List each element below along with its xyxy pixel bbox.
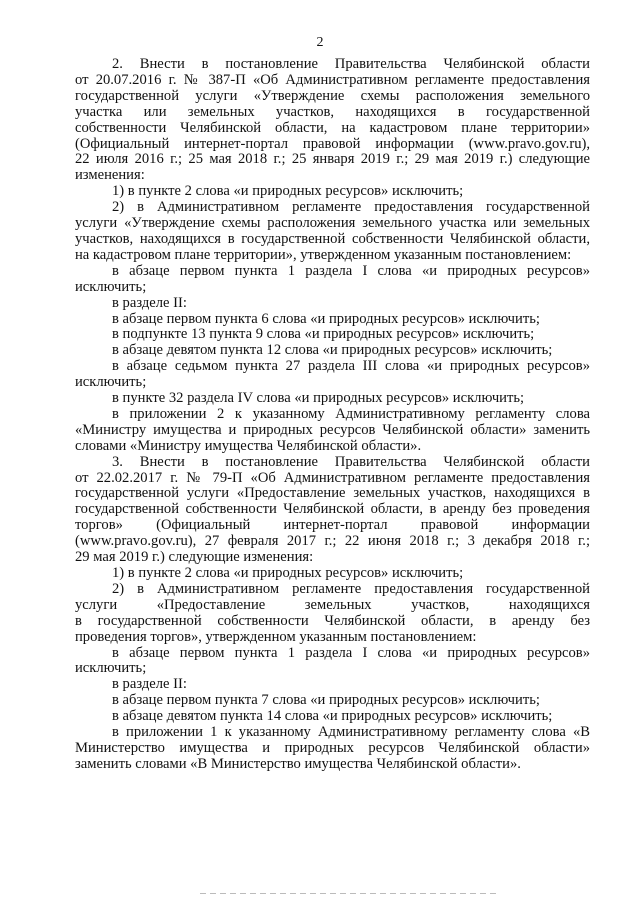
text-line: государственной собственности Челябинской области, в аренду без проведения	[75, 501, 590, 518]
text-line: в абзаце девятом пункта 12 слова «и природных ресурсов» исключить;	[112, 342, 553, 359]
text-line: исключить;	[75, 660, 147, 677]
paragraph-item-3-2-c	[75, 693, 590, 709]
text-line: в приложении 2 к указанному Административному регламенту слова	[112, 405, 590, 422]
paragraph-item-2-2-d	[75, 327, 590, 343]
text-line: 22 июля 2016 г.; 25 мая 2018 г.; 25 января 2019 г.; 29 мая 2019 г.) следующие	[75, 151, 590, 168]
text-line: 2. Внести в постановление Правительства Челябинской области	[112, 56, 590, 72]
text-line: торгов» (Официальный интернет-портал правовой информации	[75, 517, 590, 534]
text-line: в абзаце первом пункта 6 слова «и природных ресурсов» исключить;	[112, 310, 540, 327]
paragraph-item-2-2-h	[75, 407, 590, 455]
paragraph-item-2-2-e	[75, 343, 590, 359]
text-line: 3. Внести в постановление Правительства Челябинской области	[112, 453, 590, 470]
text-line: (Официальный интернет-портал правовой информации (www.pravo.gov.ru),	[75, 135, 590, 152]
text-line: государственной услуги «Предоставление земельных участков, находящихся в	[75, 485, 590, 502]
faint-stamp-mark	[290, 830, 330, 850]
text-line: в пункте 32 раздела IV слова «и природных ресурсов» исключить;	[112, 390, 525, 407]
text-line: от 22.02.2017 г. № 79-П «Об Административном регламенте предоставления	[75, 469, 590, 486]
text-line: в абзаце девятом пункта 14 слова «и природных ресурсов» исключить;	[112, 708, 553, 725]
paragraph-item-3	[75, 455, 590, 566]
paragraph-item-2-2-g	[75, 391, 590, 407]
text-line: (www.pravo.gov.ru), 27 февраля 2017 г.; 22 июня 2018 г.; 3 декабря 2018 г.;	[75, 533, 590, 550]
text-line: 2) в Административном регламенте предоставления государственной	[112, 199, 590, 216]
text-line: услуги «Предоставление земельных участков, находящихся	[75, 596, 590, 613]
paragraph-item-3-2-a	[75, 646, 590, 678]
text-line: 29 мая 2019 г.) следующие изменения:	[75, 549, 314, 566]
paragraph-item-3-2-e	[75, 725, 590, 773]
text-line: 1) в пункте 2 слова «и природных ресурсов» исключить;	[112, 183, 464, 200]
paragraph-item-2-2-f	[75, 359, 590, 391]
footer-scan-line	[200, 893, 500, 894]
paragraph-item-2-2-b	[75, 296, 590, 312]
text-line: в приложении 1 к указанному Административному регламенту слова «В	[112, 724, 590, 741]
text-line: на кадастровом плане территории», утвержденном указанным постановлением:	[75, 246, 572, 263]
paragraph-item-3-1	[75, 566, 590, 582]
text-line: услуги «Утверждение схемы расположения земельного участка или земельных	[75, 215, 590, 232]
text-line: от 20.07.2016 г. № 387-П «Об Административном регламенте предоставления	[75, 71, 590, 88]
text-line: словами «Министру имущества Челябинской области».	[75, 437, 422, 454]
paragraph-item-2-2-c	[75, 312, 590, 328]
text-line: проведения торгов», утвержденном указанным постановлением:	[75, 628, 477, 645]
text-line: в государственной собственности Челябинской области, в аренду без	[75, 612, 590, 629]
paragraph-item-2-2	[75, 200, 590, 264]
text-line: в абзаце седьмом пункта 27 раздела III слова «и природных ресурсов»	[112, 358, 590, 375]
paragraph-item-3-2	[75, 582, 590, 646]
text-line: Министерство имущества и природных ресурсов Челябинской области»	[75, 739, 590, 756]
text-line: в подпункте 13 пункта 9 слова «и природных ресурсов» исключить;	[112, 326, 535, 343]
text-line: участков, находящихся в государственной собственности Челябинской области,	[75, 230, 590, 247]
paragraph-item-2-2-a	[75, 264, 590, 296]
text-line: «Министру имущества и природных ресурсов Челябинской области» заменить	[75, 421, 590, 438]
text-line: в абзаце первом пункта 1 раздела I слова «и природных ресурсов»	[112, 644, 590, 661]
document-body	[75, 57, 590, 773]
text-line: изменения:	[75, 167, 145, 184]
text-line: в абзаце первом пункта 1 раздела I слова «и природных ресурсов»	[112, 262, 590, 279]
text-line: государственной услуги «Утверждение схемы расположения земельного	[75, 87, 590, 104]
paragraph-item-2-1	[75, 184, 590, 200]
text-line: 2) в Административном регламенте предоставления государственной	[112, 580, 590, 597]
text-line: исключить;	[75, 278, 147, 295]
paragraph-item-3-2-b	[75, 677, 590, 693]
paragraph-item-3-2-d	[75, 709, 590, 725]
text-line: участка или земельных участков, находящихся в государственной	[75, 103, 590, 120]
page-number: 2	[316, 35, 324, 50]
text-line: исключить;	[75, 374, 147, 391]
paragraph-item-2	[75, 57, 590, 184]
text-line: в разделе II:	[112, 676, 187, 693]
text-line: в разделе II:	[112, 294, 187, 311]
text-line: заменить словами «В Министерство имущества Челябинской области».	[75, 755, 521, 772]
text-line: в абзаце первом пункта 7 слова «и природных ресурсов» исключить;	[112, 692, 540, 709]
text-line: 1) в пункте 2 слова «и природных ресурсов» исключить;	[112, 565, 464, 581]
text-line: собственности Челябинской области, на кадастровом плане территории»	[75, 119, 590, 136]
